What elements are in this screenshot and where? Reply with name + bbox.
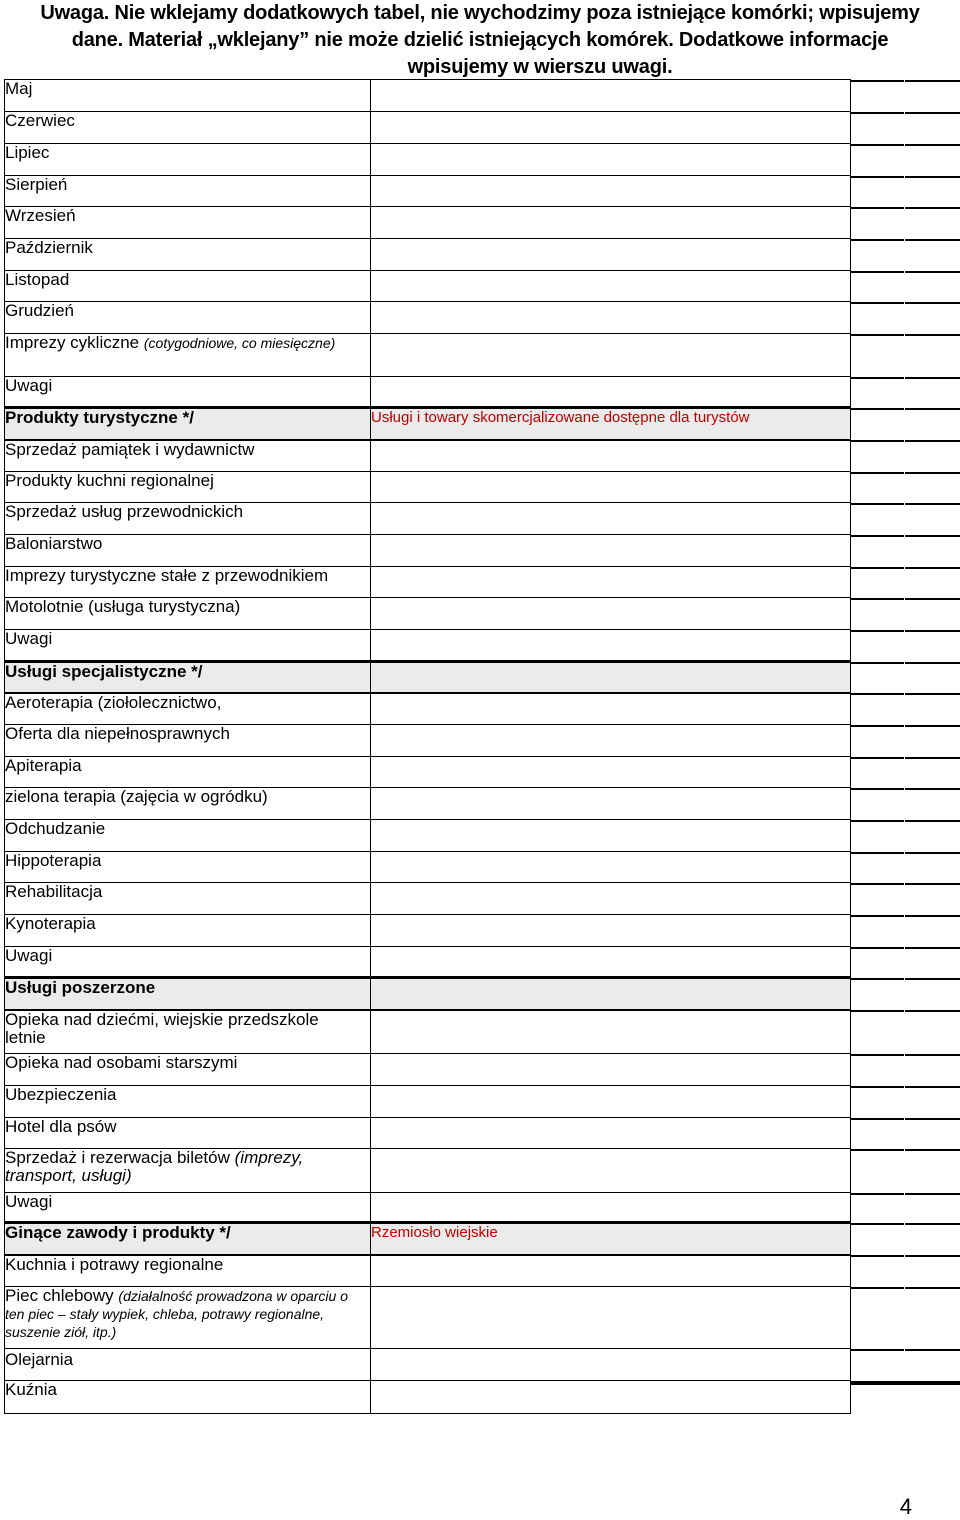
yellow-checkbox[interactable] — [851, 883, 905, 915]
cyan-checkbox[interactable] — [905, 947, 960, 978]
table-row — [5, 820, 960, 852]
section-info: Rzemiosło wiejskie — [371, 1223, 851, 1255]
row-label: Październik — [5, 239, 371, 271]
table-row — [5, 883, 960, 915]
row-label: Kuźnia — [5, 1381, 371, 1414]
table-row — [5, 1054, 960, 1086]
yellow-checkbox[interactable] — [851, 1054, 905, 1086]
row-label: Imprezy turystyczne stałe z przewodnikiem — [5, 567, 371, 598]
table-row — [5, 1381, 960, 1414]
table-row — [5, 1255, 960, 1287]
cyan-checkbox[interactable] — [905, 535, 960, 567]
yellow-checkbox[interactable] — [851, 1381, 905, 1414]
yellow-checkbox[interactable] — [851, 1086, 905, 1118]
row-label: Uwagi — [5, 630, 371, 662]
row-label — [5, 1287, 371, 1349]
row-input[interactable] — [371, 239, 851, 271]
table-row — [5, 271, 960, 302]
yellow-checkbox[interactable] — [851, 440, 905, 472]
yellow-checkbox[interactable] — [851, 176, 905, 207]
cyan-checkbox[interactable] — [905, 239, 960, 271]
notice-line-2: dane. Materiał „wklejany” nie może dzielić istniejących komórek. Dodatkowe informacje — [0, 27, 960, 54]
cyan-checkbox[interactable] — [905, 883, 960, 915]
cyan-checkbox[interactable] — [905, 207, 960, 239]
row-input[interactable] — [371, 271, 851, 302]
row-input[interactable] — [371, 820, 851, 852]
table-row — [5, 80, 960, 112]
cyan-checkbox[interactable] — [905, 1149, 960, 1193]
yellow-checkbox[interactable] — [851, 598, 905, 630]
yellow-checkbox[interactable] — [851, 1118, 905, 1149]
row-input[interactable] — [371, 852, 851, 883]
table-row — [5, 112, 960, 144]
yellow-checkbox[interactable] — [851, 788, 905, 820]
yellow-checkbox[interactable] — [851, 1193, 905, 1223]
cyan-checkbox[interactable] — [905, 598, 960, 630]
row-input[interactable] — [371, 1010, 851, 1054]
yellow-checkbox[interactable] — [851, 1287, 905, 1349]
section-info — [371, 978, 851, 1010]
row-label: Ubezpieczenia — [5, 1086, 371, 1118]
cyan-checkbox[interactable] — [905, 757, 960, 788]
yellow-checkbox[interactable] — [851, 535, 905, 567]
cyan-checkbox[interactable] — [905, 112, 960, 144]
table-row — [5, 334, 960, 377]
row-input[interactable] — [371, 1287, 851, 1349]
cyan-checkbox[interactable] — [905, 1287, 960, 1349]
section-header — [5, 408, 960, 440]
table-row — [5, 1287, 960, 1349]
row-label: Kynoterapia — [5, 915, 371, 947]
yellow-checkbox[interactable] — [851, 757, 905, 788]
yellow-checkbox[interactable] — [851, 1349, 905, 1381]
row-input[interactable] — [371, 1193, 851, 1223]
cyan-checkbox[interactable] — [905, 377, 960, 408]
section-gray-box — [905, 408, 960, 440]
row-label: Sierpień — [5, 176, 371, 207]
row-label: Uwagi — [5, 377, 371, 408]
row-label: Sprzedaż usług przewodnickich — [5, 503, 371, 535]
section-title: Produkty turystyczne */ — [5, 408, 371, 440]
row-input[interactable] — [371, 788, 851, 820]
row-input[interactable] — [371, 1255, 851, 1287]
row-label: Kuchnia i potrawy regionalne — [5, 1255, 371, 1287]
table-row — [5, 915, 960, 947]
row-input[interactable] — [371, 207, 851, 239]
row-input[interactable] — [371, 440, 851, 472]
table-row — [5, 947, 960, 978]
row-label: Baloniarstwo — [5, 535, 371, 567]
yellow-checkbox[interactable] — [851, 408, 905, 440]
table-row — [5, 239, 960, 271]
row-label-note: (działalność prowadzona w oparciu o ten piec – stały wypiek, chleba, potrawy regionalne, suszenie ziół, itp.) — [5, 1288, 348, 1340]
table-row — [5, 1010, 960, 1054]
table-row — [5, 598, 960, 630]
cyan-checkbox[interactable] — [905, 567, 960, 598]
cyan-checkbox[interactable] — [905, 788, 960, 820]
yellow-checkbox[interactable] — [851, 567, 905, 598]
row-input[interactable] — [371, 915, 851, 947]
yellow-checkbox[interactable] — [851, 820, 905, 852]
section-info — [371, 662, 851, 693]
cyan-checkbox[interactable] — [905, 1381, 960, 1414]
cyan-checkbox[interactable] — [905, 1118, 960, 1149]
row-input[interactable] — [371, 112, 851, 144]
cyan-checkbox[interactable] — [905, 271, 960, 302]
section-header — [5, 978, 960, 1010]
table-row — [5, 302, 960, 334]
cyan-checkbox[interactable] — [905, 176, 960, 207]
row-input[interactable] — [371, 725, 851, 757]
row-label: Uwagi — [5, 1193, 371, 1223]
yellow-checkbox[interactable] — [851, 1149, 905, 1193]
section-gray-box — [905, 1223, 960, 1255]
cyan-checkbox[interactable] — [905, 334, 960, 377]
row-input[interactable] — [371, 144, 851, 176]
row-input[interactable] — [371, 693, 851, 725]
yellow-checkbox[interactable] — [851, 144, 905, 176]
section-title: Usługi poszerzone — [5, 978, 371, 1010]
table-row — [5, 535, 960, 567]
row-input[interactable] — [371, 1349, 851, 1381]
notice — [0, 0, 960, 80]
row-label: Grudzień — [5, 302, 371, 334]
yellow-checkbox[interactable] — [851, 239, 905, 271]
row-label: Oferta dla niepełnosprawnych — [5, 725, 371, 757]
row-label: Apiterapia — [5, 757, 371, 788]
row-label: Opieka nad osobami starszymi — [5, 1054, 371, 1086]
row-label: Rehabilitacja — [5, 883, 371, 915]
table-row — [5, 1349, 960, 1381]
cyan-checkbox[interactable] — [905, 1255, 960, 1287]
row-label-text: Sprzedaż i rezerwacja biletów — [5, 1149, 230, 1168]
yellow-checkbox[interactable] — [851, 1010, 905, 1054]
cyan-checkbox[interactable] — [905, 440, 960, 472]
cyan-checkbox[interactable] — [905, 80, 960, 112]
row-label-note: (cotygodniowe, co miesięczne) — [144, 335, 335, 351]
row-label: Wrzesień — [5, 207, 371, 239]
row-label: Odchudzanie — [5, 820, 371, 852]
row-label: Produkty kuchni regionalnej — [5, 472, 371, 503]
table-row — [5, 377, 960, 408]
table-row — [5, 144, 960, 176]
row-label: Lipiec — [5, 144, 371, 176]
row-input[interactable] — [371, 1086, 851, 1118]
row-input[interactable] — [371, 334, 851, 377]
row-input[interactable] — [371, 567, 851, 598]
row-label: Hippoterapia — [5, 852, 371, 883]
section-gray-box — [905, 662, 960, 693]
row-input[interactable] — [371, 1054, 851, 1086]
cyan-checkbox[interactable] — [905, 915, 960, 947]
row-input[interactable] — [371, 630, 851, 662]
row-input[interactable] — [371, 1381, 851, 1414]
row-label: Czerwiec — [5, 112, 371, 144]
yellow-checkbox[interactable] — [851, 852, 905, 883]
table-row — [5, 630, 960, 662]
table-row — [5, 440, 960, 472]
row-label: zielona terapia (zajęcia w ogródku) — [5, 788, 371, 820]
cyan-checkbox[interactable] — [905, 852, 960, 883]
row-input[interactable] — [371, 535, 851, 567]
row-label: Hotel dla psów — [5, 1118, 371, 1149]
row-input[interactable] — [371, 1118, 851, 1149]
row-input[interactable] — [371, 947, 851, 978]
yellow-checkbox[interactable] — [851, 334, 905, 377]
row-label: Listopad — [5, 271, 371, 302]
section-info: Usługi i towary skomercjalizowane dostępne dla turystów — [371, 408, 851, 440]
row-label — [5, 1149, 371, 1193]
table-row — [5, 1118, 960, 1149]
yellow-checkbox[interactable] — [851, 630, 905, 662]
cyan-checkbox[interactable] — [905, 503, 960, 535]
row-input[interactable] — [371, 757, 851, 788]
table-row — [5, 472, 960, 503]
cyan-checkbox[interactable] — [905, 1349, 960, 1381]
cyan-checkbox[interactable] — [905, 630, 960, 662]
yellow-checkbox[interactable] — [851, 472, 905, 503]
row-input[interactable] — [371, 472, 851, 503]
yellow-checkbox[interactable] — [851, 112, 905, 144]
row-input[interactable] — [371, 883, 851, 915]
section-header — [5, 1223, 960, 1255]
table-row — [5, 693, 960, 725]
row-label: Aeroterapia (ziołolecznictwo, — [5, 693, 371, 725]
cyan-checkbox[interactable] — [905, 472, 960, 503]
section-title: Ginące zawody i produkty */ — [5, 1223, 371, 1255]
form-table — [4, 79, 960, 1414]
cyan-checkbox[interactable] — [905, 725, 960, 757]
yellow-checkbox[interactable] — [851, 947, 905, 978]
table-row — [5, 1149, 960, 1193]
row-input[interactable] — [371, 377, 851, 408]
row-input[interactable] — [371, 503, 851, 535]
cyan-checkbox[interactable] — [905, 1054, 960, 1086]
table-row — [5, 852, 960, 883]
section-title: Usługi specjalistyczne */ — [5, 662, 371, 693]
page-number: 4 — [900, 1494, 912, 1520]
row-label: Maj — [5, 80, 371, 112]
row-label: Sprzedaż pamiątek i wydawnictw — [5, 440, 371, 472]
row-label-text: Imprezy cykliczne — [5, 334, 139, 353]
row-input[interactable] — [371, 80, 851, 112]
row-label-note: (imprezy, transport, usługi) — [5, 1149, 303, 1186]
table-row — [5, 757, 960, 788]
row-input[interactable] — [371, 1149, 851, 1193]
yellow-checkbox[interactable] — [851, 725, 905, 757]
yellow-checkbox[interactable] — [851, 1255, 905, 1287]
row-input[interactable] — [371, 176, 851, 207]
row-label: Uwagi — [5, 947, 371, 978]
row-input[interactable] — [371, 302, 851, 334]
cyan-checkbox[interactable] — [905, 302, 960, 334]
table-row — [5, 567, 960, 598]
section-gray-box — [905, 978, 960, 1010]
table-row — [5, 788, 960, 820]
yellow-checkbox[interactable] — [851, 915, 905, 947]
yellow-checkbox[interactable] — [851, 978, 905, 1010]
table-row — [5, 1193, 960, 1223]
cyan-checkbox[interactable] — [905, 1010, 960, 1054]
cyan-checkbox[interactable] — [905, 1193, 960, 1223]
yellow-checkbox[interactable] — [851, 302, 905, 334]
yellow-checkbox[interactable] — [851, 693, 905, 725]
section-header — [5, 662, 960, 693]
table-row — [5, 503, 960, 535]
yellow-checkbox[interactable] — [851, 662, 905, 693]
row-label-text: Piec chlebowy — [5, 1287, 114, 1306]
table-row — [5, 207, 960, 239]
cyan-checkbox[interactable] — [905, 144, 960, 176]
yellow-checkbox[interactable] — [851, 207, 905, 239]
yellow-checkbox[interactable] — [851, 1223, 905, 1255]
notice-line-3: wpisujemy w wierszu uwagi. — [0, 54, 960, 81]
notice-line-1: Uwaga. Nie wklejamy dodatkowych tabel, nie wychodzimy poza istniejące komórki; wpisujemy — [0, 0, 960, 27]
cyan-checkbox[interactable] — [905, 693, 960, 725]
yellow-checkbox[interactable] — [851, 503, 905, 535]
table-row — [5, 1086, 960, 1118]
row-label: Motolotnie (usługa turystyczna) — [5, 598, 371, 630]
row-label: Olejarnia — [5, 1349, 371, 1381]
row-label — [5, 334, 371, 377]
row-label: Opieka nad dziećmi, wiejskie przedszkole letnie — [5, 1010, 371, 1054]
yellow-checkbox[interactable] — [851, 377, 905, 408]
row-input[interactable] — [371, 598, 851, 630]
yellow-checkbox[interactable] — [851, 80, 905, 112]
table-row — [5, 725, 960, 757]
cyan-checkbox[interactable] — [905, 1086, 960, 1118]
yellow-checkbox[interactable] — [851, 271, 905, 302]
cyan-checkbox[interactable] — [905, 820, 960, 852]
table-row — [5, 176, 960, 207]
